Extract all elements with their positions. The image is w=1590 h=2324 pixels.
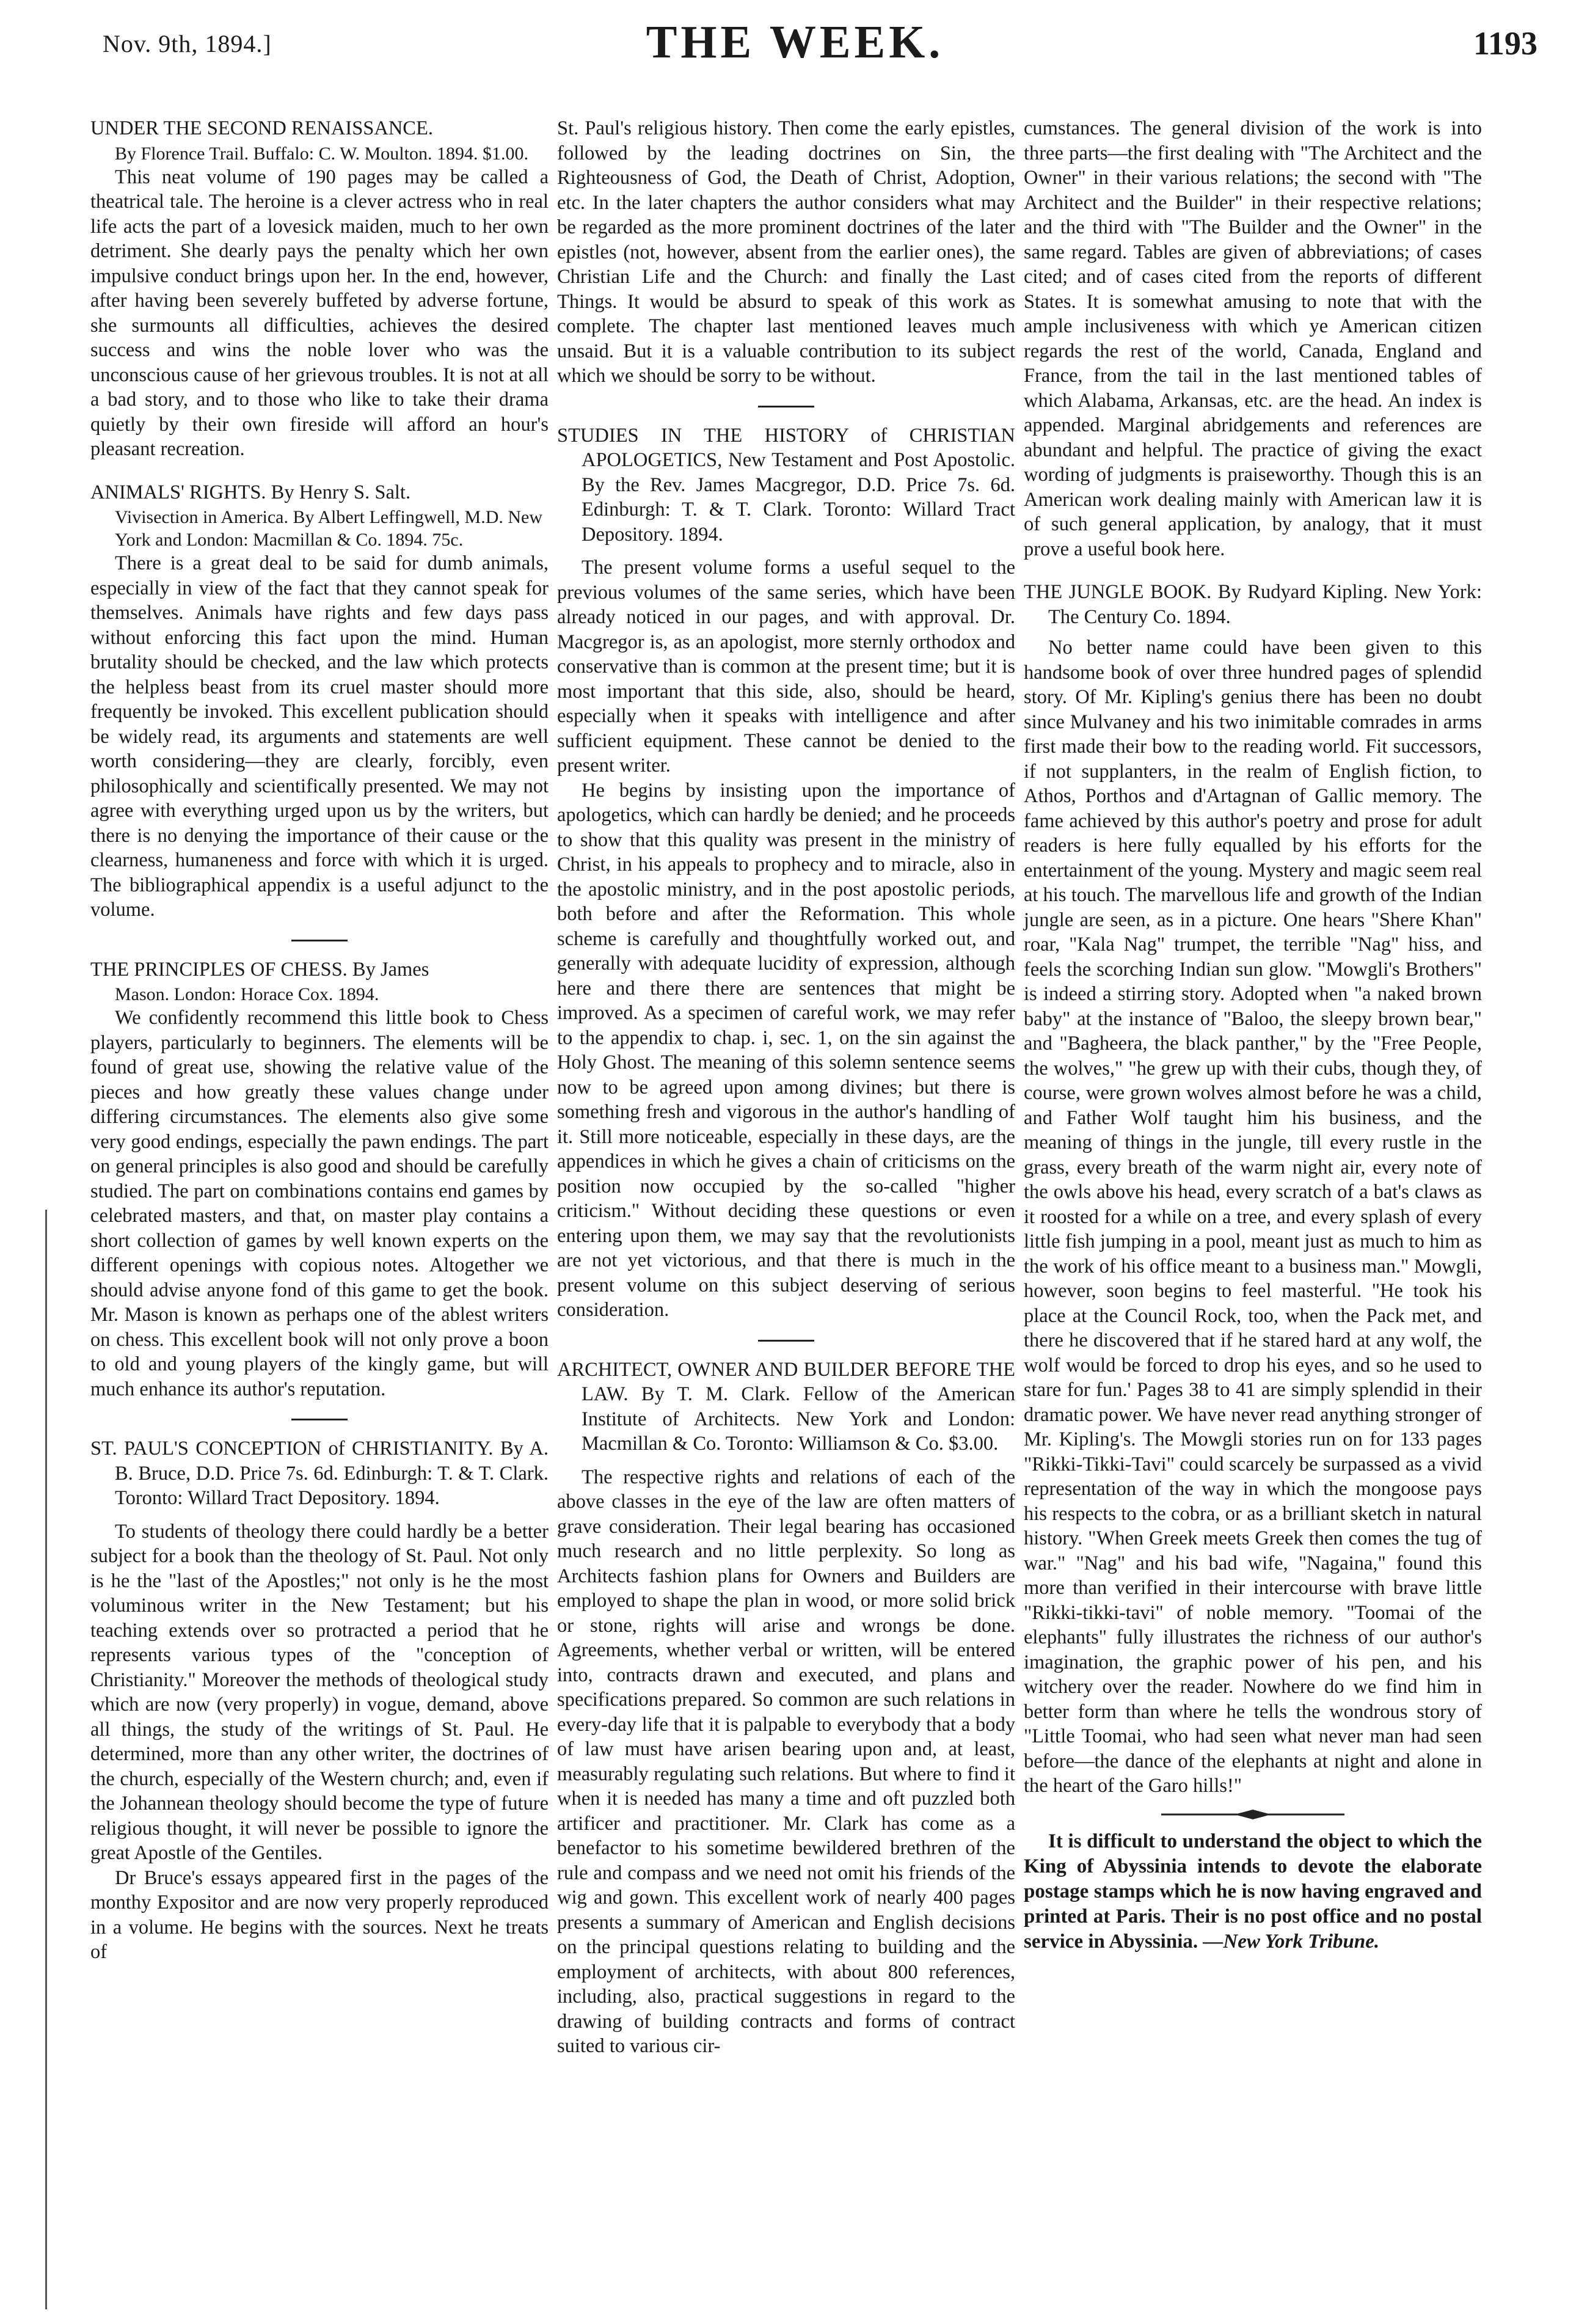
notice-text: It is difficult to understand the object to which the King of Abyssinia intends to devote the elaborate postage stamps which he is now having engraved and printed at Paris. Their is no post office and no postal service in Abyssinia.	[1024, 1830, 1482, 1953]
notice-source: —New York Tribune.	[1203, 1930, 1380, 1953]
review-paragraph: Dr Bruce's essays appeared first in the pages of the monthy Expositor and are now very properly reproduced in a volume. He begins with the sources. Next he treats of	[90, 1866, 549, 1963]
review-paragraph: There is a great deal to be said for dumb animals, especially in view of the fact that they cannot speak for themselves. Animals have rights and few days pass without enforcing this fact upon the mind. Human brutality should be checked, and the law which protects the helpless beast from its cruel master should more frequently be invoked. This excellent publication should be widely read, its arguments and statements are well worth considering—they are clearly, forcibly, even philosophically and scientifically presented. We may not agree with everything urged upon us by the writers, but there is no denying the importance of their cause or the clearness, humaneness and force with which it is urged. The bibliographical appendix is a useful adjunct to the volume.	[90, 552, 549, 921]
continued-paragraph: cumstances. The general division of the work is into three parts—the first dealing with "The Architect and the Owner" in their various relations; the second with "The Architect and the Builder" in their respective relations; and the third with "The Builder and the Owner" in the same regard. Tables are given of abbreviations; of cases cited; and of cases cited from the reports of different States. It is somewhat amusing to note that with the ample inclusiveness with which ye American citizen regards the rest of the world, Canada, England and France, from the tail in the last mentioned tables of which Alabama, Arkansas, etc. are the head. An index is appended. Marginal abridgements and references are abundant and helpful. The practice of giving the exact wording of judgments is praiseworthy. Though this is an American work dealing mainly with American law it is of such general application, by analogy, that it must prove a useful book here.	[1024, 117, 1482, 560]
review-meta: By Florence Trail. Buffalo: C. W. Moulton. 1894. $1.00.	[115, 143, 528, 164]
section-divider	[758, 406, 814, 407]
review-title: THE JUNGLE BOOK. By Rudyard Kipling. New York: The Century Co. 1894.	[1024, 581, 1482, 628]
column-left	[90, 116, 549, 1965]
page-header	[0, 0, 1590, 67]
review-title: STUDIES IN THE HISTORY of CHRISTIAN APOLOGETICS, New Testament and Post Apostolic. By the Rev. James Macgregor, D.D. Price 7s. 6d. Edinburgh: T. & T. Clark. Toronto: Willard Tract Depository. 1894.	[557, 424, 1015, 546]
spacer	[90, 462, 549, 480]
review-principles-of-chess	[90, 957, 549, 1402]
review-title: THE PRINCIPLES OF CHESS. By James	[90, 958, 429, 981]
review-second-renaissance	[90, 116, 549, 462]
review-title: ANIMALS' RIGHTS. By Henry S. Salt.	[90, 481, 411, 503]
section-divider	[291, 1419, 348, 1420]
review-meta: Vivisection in America. By Albert Leffingwell, M.D. New York and London: Macmillan & Co. 1894. 75c.	[115, 507, 543, 550]
continued-paragraph: St. Paul's religious history. Then come the early epistles, followed by the leading doctrines on Sin, the Righteousness of God, the Death of Christ, Adoption, etc. In the later chapters the author considers what may be regarded as the more prominent doctrines of the later epistles (not, however, absent from the earlier ones), the Christian Life and the Church: and finally the Last Things. It would be absurd to speak of this work as complete. The chapter last mentioned leaves much unsaid. But it is a valuable contribution to its subject which we should be sorry to be without.	[557, 117, 1015, 387]
review-paragraph: No better name could have been given to this handsome book of over three hundred pages of splendid story. Of Mr. Kipling's genius there has been no doubt since Mulvaney and his two inimitable comrades in arms first made their bow to the reading world. Fit successors, if not supplanters, in the realm of English fiction, to Athos, Porthos and d'Artagnan of Gallic memory. The fame achieved by this author's poetry and prose for adult readers is here fully equalled by his efforts for the entertainment of the young. Mystery and magic seem real at his touch. The marvellous life and growth of the Indian jungle are seen, as in a picture. One hears "Shere Khan" roar, "Kala Nag" trumpet, the terrible "Nag" hiss, and feels the scorching Indian sun glow. "Mowgli's Brothers" is indeed a stirring story. Adopted when "a naked brown baby" at the instance of "Baloo, the sleepy brown bear," and "Bagheera, the black panther," by the "Free People, the wolves," "he grew up with their cubs, though they, of course, were grown wolves almost before he was a child, and Father Wolf taught him his business, and the meaning of things in the jungle, till every rustle in the grass, every breath of the warm night air, every note of the owls above his head, every scratch of a bat's claws as it roosted for a while on a tree, and every splash of every little fish jumping in a pool, meant just as much to him as the work of his office meant to a business man." Mowgli, however, soon begins to feel masterful. "He took his place at the Council Rock, too, when the Pack met, and there he discovered that if he stared hard at any wolf, the wolf would be forced to drop his eyes, and so he used to stare for fun.' Pages 38 to 41 are simply splendid in their dramatic power. We have never read anything stronger of Mr. Kipling's. The Mowgli stories run on for 133 pages "Rikki-Tikki-Tavi" could scarcely be surpassed as a vivid representation of the way in which the mongoose pays his respects to the cobra, or as a brilliant sketch in natural history. "When Greek meets Greek then comes the tug of war." "Nag" and his bad wife, "Nagaina," found this more than verified in their intercourse with brave little "Rikki-tikki-tavi" of noble memory. "Toomai of the elephants" fully illustrates the richness of our author's imagination, the graphic power of his pen, and his witchery over the reader. Nowhere do we find him in better form than where he tells the wondrous story of "Little Toomai, who had seen what never man had seen before—the dance of the elephants at night and alone in the heart of the Garo hills!"	[1024, 637, 1482, 1797]
ornamental-divider	[1161, 1808, 1344, 1821]
review-christian-apologetics	[557, 423, 1015, 1323]
review-jungle-book	[1024, 580, 1482, 1799]
notice-paragraph	[1024, 1829, 1482, 1954]
section-divider	[291, 940, 348, 941]
spacer	[1024, 561, 1482, 580]
issue-date: Nov. 9th, 1894.]	[103, 30, 272, 57]
column-middle	[557, 116, 1015, 2059]
review-title: UNDER THE SECOND RENAISSANCE.	[90, 117, 433, 139]
review-paragraph: We confidently recommend this little book to Chess players, particularly to beginners. The elements will be found of great use, showing the relative value of the pieces and how greatly these values change under differing circumstances. The elements also give some very good endings, especially the pawn endings. The part on general principles is also good and should be carefully studied. The part on combinations contains end games by celebrated masters, and that, on master play contains a short collection of games by well known experts on the different openings with copious notes. Altogether we should advise anyone fond of this game to get the book. Mr. Mason is known as perhaps one of the ablest writers on chess. This excellent book will not only prove a boon to old and young players of the kingly game, but will much enhance its author's reputation.	[90, 1007, 549, 1400]
masthead-title: THE WEEK.	[646, 16, 944, 68]
review-paragraph: The respective rights and relations of each of the above classes in the eye of the law are often matters of grave consideration. Their legal bearing has occasioned much research and no little perplexity. So long as Architects fashion plans for Owners and Builders are employed to shape the plan in wood, or more solid brick or stone, rights will arise and wrongs be done. Agreements, whether verbal or written, will be entered into, contracts drawn and executed, and plans and specifications prepared. So common are such relations in every-day life that it is palpable to everybody that a body of law must have arisen bearing upon and, at least, measurably regulating such relations. But where to find it when it is needed has many a time and oft puzzled both artificer and practitioner. Mr. Clark has come as a benefactor to his sometime bewildered brethren of the rule and compass and we need not omit his friends of the wig and gown. This excellent work of nearly 400 pages presents a summary of American and English decisions on the principal questions relating to building and the employment of architects, with about 800 references, including, also, practical suggestions in regard to the drawing of building contracts and forms of contract suited to various cir-	[557, 1466, 1015, 2057]
review-architect-owner-builder	[557, 1357, 1015, 2059]
review-meta: Mason. London: Horace Cox. 1894.	[115, 984, 379, 1004]
page-edge-line	[45, 1210, 47, 2309]
review-paragraph: The present volume forms a useful sequel to the previous volumes of the same series, which have been already noticed in our pages, and with approval. Dr. Macgregor is, as an apologist, more sternly orthodox and conservative than is common at the present time; but it is most important that this side, also, should be heard, especially when it speaks with intelligence and after sufficient equipment. These cannot be denied to the present writer.	[557, 557, 1015, 776]
review-paragraph: He begins by insisting upon the importance of apologetics, which can hardly be denied; and he proceeds to show that this quality was present in the ministry of Christ, in his appeals to prophecy and to miracle, also in the apostolic ministry, and in the post apostolic periods, both before and after the Reformation. This whole scheme is carefully and thoughtfully worked out, and generally with adequate lucidity of expression, although here and there there are sentences that might be improved. As a specimen of careful work, we may refer to the appendix to chap. i, sec. 1, on the sin against the Holy Ghost. The meaning of this solemn sentence seems now to be agreed upon among divines; but there is something fresh and vigorous in the author's handling of it. Still more noticeable, especially in these days, are the appendices in which he gives a chain of criticisms on the position now occupied by the so-called "higher criticism." Without deciding these questions or even entering upon them, we may say that the revolutionists are not yet victorious, and that there is much in the present volume on this subject deserving of serious consideration.	[557, 779, 1015, 1321]
review-paragraph: This neat volume of 190 pages may be called a theatrical tale. The heroine is a clever actress who in real life acts the part of a lovesick maiden, much to her own detriment. She dearly pays the penalty which her own impulsive conduct brings upon her. In the end, however, after having been severely buffeted by adverse fortune, she surmounts all difficulties, achieves the desired success and wins the noble lover who was the unconscious cause of her grievous troubles. It is not at all a bad story, and to those who like to take their drama quietly by their own fireside will afford an hour's pleasant recreation.	[90, 166, 549, 460]
page-number: 1193	[1473, 25, 1537, 62]
section-divider	[758, 1340, 814, 1342]
review-st-pauls-conception	[90, 1436, 549, 1965]
review-animals-rights	[90, 480, 549, 923]
review-title: ARCHITECT, OWNER AND BUILDER BEFORE THE LAW. By T. M. Clark. Fellow of the American Institute of Architects. New York and London: Macmillan & Co. Toronto: Williamson & Co. $3.00.	[557, 1358, 1015, 1455]
review-paragraph: To students of theology there could hardly be a better subject for a book than the theology of St. Paul. Not only is he the "last of the Apostles;" not only is he the most voluminous writer in the New Testament; but his teaching extends over so protracted a period that he represents various types of the "conception of Christianity." Moreover the methods of theological study which are now (very properly) in vogue, demand, above all things, the study of the writings of St. Paul. He determined, more than any other writer, the doctrines of the church, especially of the Western church; and, even if the Johannean theology should become the type of future religious thought, it will never be possible to ignore the great Apostle of the Gentiles.	[90, 1520, 549, 1864]
column-right	[1024, 116, 1482, 1954]
review-title: ST. PAUL'S CONCEPTION of CHRISTIANITY. By A. B. Bruce, D.D. Price 7s. 6d. Edinburgh: T. & T. Clark. Toronto: Willard Tract Depository. 1894.	[90, 1438, 549, 1509]
